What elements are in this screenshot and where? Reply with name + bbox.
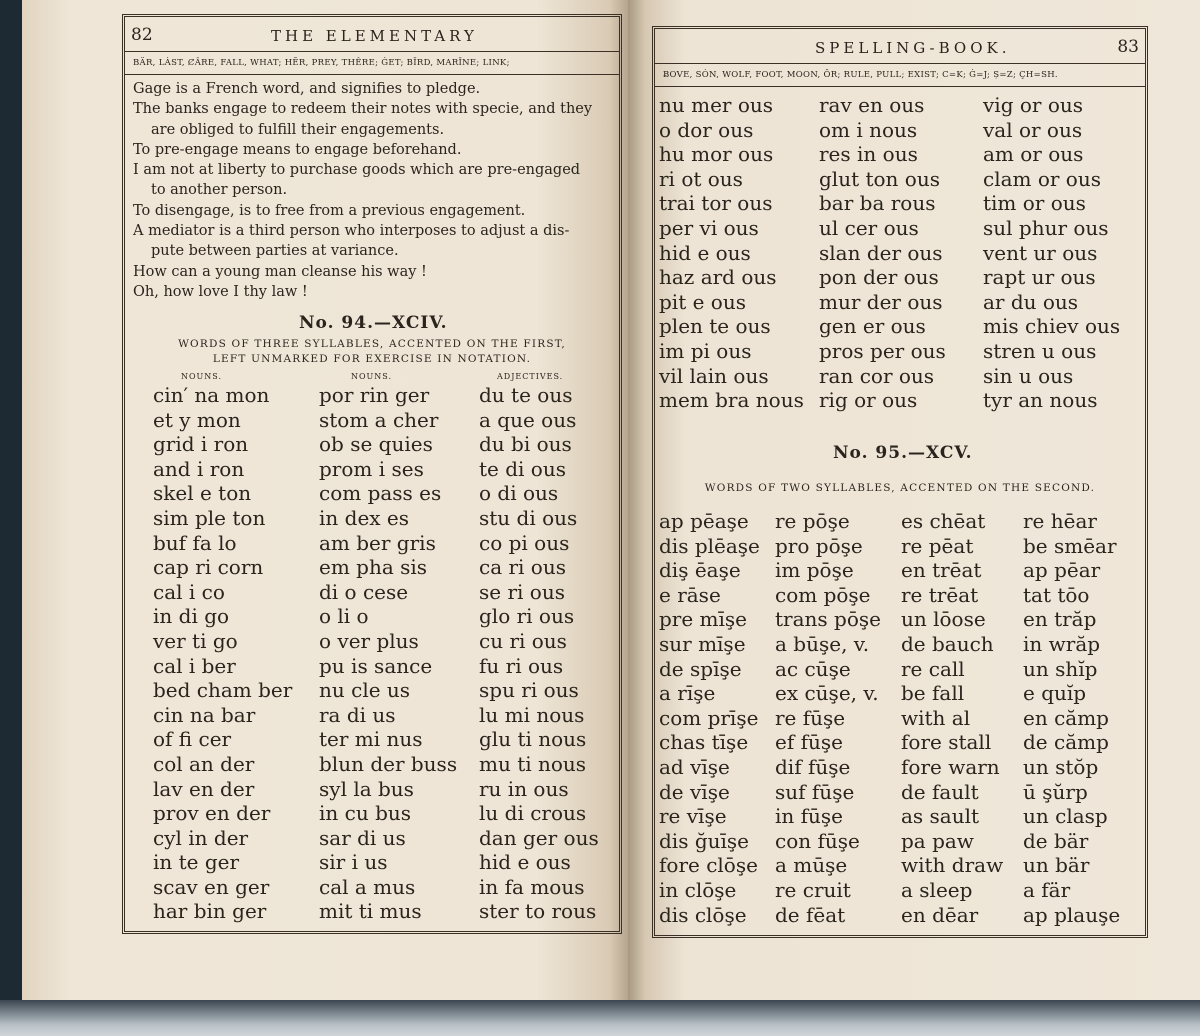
word-entry: ex cūşe, v.	[775, 681, 879, 706]
right-page	[628, 0, 1200, 1000]
word-entry: rapt ur ous	[983, 265, 1096, 290]
word-entry: o ver plus	[319, 628, 419, 653]
word-entry: nu cle us	[319, 678, 411, 703]
word-entry: lu mi nous	[479, 702, 585, 727]
word-entry: en trēat	[901, 558, 982, 583]
word-entry: ef fūşe	[775, 730, 843, 755]
word-column-1	[153, 383, 292, 924]
word-entry: pa paw	[901, 828, 974, 853]
word-entry: cin na bar	[153, 702, 256, 727]
word-entry: rig or ous	[819, 388, 918, 413]
word-entry: chas tīşe	[659, 730, 749, 755]
word-entry: in clōşe	[659, 877, 737, 902]
word-entry: ru in ous	[479, 776, 569, 801]
word-entry: tim or ous	[983, 191, 1086, 216]
word-entry: vil lain ous	[659, 363, 769, 388]
word-entry: syl la bus	[319, 776, 414, 801]
word-entry: with al	[901, 705, 971, 730]
word-entry: in dex es	[319, 505, 410, 530]
word-entry: rav en ous	[819, 93, 925, 117]
word-entry: hu mor ous	[659, 142, 774, 167]
word-entry: co pi ous	[479, 530, 570, 555]
word-entry: mur der ous	[819, 289, 943, 314]
word-entry: sur mīşe	[659, 631, 746, 656]
word-entry: a rīşe	[659, 681, 716, 706]
word-entry: de fault	[901, 779, 979, 804]
lesson-desc-line-2: LEFT UNMARKED FOR EXERCISE IN NOTATION.	[212, 353, 532, 365]
prose-line: Oh, how love I thy law !	[133, 283, 308, 300]
word-entry: de bauch	[901, 631, 994, 656]
word-entry: fore warn	[901, 754, 1000, 779]
word-entry: de bär	[1023, 828, 1089, 853]
word-entry: gen er ous	[819, 314, 926, 339]
word-entry: pit e ous	[659, 289, 746, 314]
word-entry: re pēat	[901, 533, 974, 558]
word-entry: glo ri ous	[479, 604, 575, 629]
word-entry: de fēat	[775, 902, 846, 927]
word-entry: cyl in der	[153, 825, 249, 850]
word-entry: a mūşe	[775, 853, 848, 878]
word-entry: ap pēaşe	[659, 509, 749, 533]
word-entry: in wrăp	[1023, 631, 1101, 656]
word-entry: hid e ous	[659, 240, 751, 265]
word-column-2	[319, 383, 457, 924]
word-entry: ar du ous	[983, 289, 1079, 314]
word-entry: cal i co	[153, 579, 225, 604]
lesson-description-94	[129, 337, 615, 367]
word-entry: cal i ber	[153, 653, 236, 678]
word-entry: et y mon	[153, 407, 241, 432]
word-entry: de vīşe	[659, 779, 730, 804]
word-entry: re cruit	[775, 877, 851, 902]
word-entry: un clasp	[1023, 804, 1108, 829]
word-entry: mit ti mus	[319, 899, 422, 924]
word-entry: prom i ses	[319, 456, 424, 481]
word-entry: plen te ous	[659, 314, 771, 339]
word-entry: pu is sance	[319, 653, 433, 678]
word-entry: a fär	[1023, 877, 1071, 902]
word-entry: stom a cher	[319, 407, 439, 432]
word-entry: com prīşe	[659, 705, 759, 730]
word-entry: em pha sis	[319, 555, 428, 580]
word-entry: vig or ous	[983, 93, 1083, 117]
word-entry: sul phur ous	[983, 215, 1109, 240]
word-column-bottom-2	[775, 509, 881, 927]
column-heading-2: NOUNS.	[351, 372, 393, 381]
word-entry: di o cese	[319, 579, 409, 604]
word-entry: mem bra nous	[659, 388, 804, 413]
word-entry: pon der ous	[819, 265, 939, 290]
word-entry: slan der ous	[819, 240, 943, 265]
word-entry: with draw	[901, 853, 1004, 878]
word-entry: glut ton ous	[819, 166, 940, 191]
word-entry: dan ger ous	[479, 825, 599, 850]
word-entry: re hēar	[1023, 509, 1097, 533]
word-entry: trans pōşe	[775, 607, 881, 632]
pronunciation-key-right: ɃOVE, SȮN, WOLF, FOOT, MOON, ÔR; RULE, PULL; EXIST; C=K; Ġ=J; Ș=Z; ÇH=SH.	[655, 64, 1145, 87]
word-entry: e quĭp	[1023, 681, 1087, 706]
word-entry: re fūşe	[775, 705, 846, 730]
word-entry: mu ti nous	[479, 751, 587, 776]
word-entry: per vi ous	[659, 215, 759, 240]
page-number-left: 82	[131, 25, 153, 45]
word-entry: en dēar	[901, 902, 979, 927]
word-entry: re trēat	[901, 582, 979, 607]
column-heading-1: NOUNS.	[181, 372, 223, 381]
word-entry: por rin ger	[319, 383, 430, 407]
prose-line: To disengage, is to free from a previous engagement.	[133, 202, 526, 219]
word-entry: spu ri ous	[479, 678, 579, 703]
word-entry: am or ous	[983, 142, 1084, 167]
word-entry: blun der buss	[319, 751, 458, 776]
word-entry: com pōşe	[775, 582, 871, 607]
pronunciation-key-left: BÄR, LȦST, ȻÂRE, FALL, WHAT; HẼR, PREY, THÊRE; ĠET; BĪRD, MARĪNE; LINK;	[125, 52, 619, 75]
word-entry: sar di us	[319, 825, 406, 850]
word-entry: haz ard ous	[659, 265, 777, 290]
word-entry: ū şŭrp	[1023, 779, 1088, 804]
word-entry: o di ous	[479, 481, 559, 506]
prose-line: to another person.	[151, 182, 288, 199]
word-entry: be smēar	[1023, 533, 1117, 558]
word-entry: bar ba rous	[819, 191, 936, 216]
word-entry: im pi ous	[659, 338, 752, 363]
word-entry: cap ri corn	[153, 555, 264, 580]
word-entry: dis plēaşe	[659, 533, 760, 558]
word-entry: buf fa lo	[153, 530, 237, 555]
word-entry: sir i us	[319, 850, 388, 875]
word-entry: te di ous	[479, 456, 566, 481]
word-column-bottom-3	[901, 509, 1003, 927]
prose-line: pute between parties at variance.	[151, 243, 399, 260]
word-entry: glu ti nous	[479, 727, 587, 752]
word-entry: clam or ous	[983, 166, 1101, 191]
word-entry: en trăp	[1023, 607, 1097, 632]
word-entry: ri ot ous	[659, 166, 743, 191]
word-entry: ac cūşe	[775, 656, 851, 681]
word-entry: diş ēaşe	[659, 558, 741, 583]
word-column-top-3	[983, 93, 1120, 413]
right-page-frame	[652, 26, 1148, 938]
word-entry: re call	[901, 656, 965, 681]
word-entry: a que ous	[479, 407, 577, 432]
word-entry: stu di ous	[479, 505, 578, 530]
word-entry: ap pēar	[1023, 558, 1101, 583]
prose-line: are obliged to fulfill their engagements.	[151, 121, 445, 138]
word-entry: ver ti go	[153, 628, 238, 653]
word-entry: dis ğuīşe	[659, 828, 749, 853]
word-entry: stren u ous	[983, 338, 1097, 363]
word-entry: en cămp	[1023, 705, 1109, 730]
word-entry: be fall	[901, 681, 965, 706]
word-entry: sim ple ton	[153, 505, 266, 530]
word-entry: tat tōo	[1023, 582, 1090, 607]
word-entry: cu ri ous	[479, 628, 567, 653]
word-entry: o dor ous	[659, 117, 754, 142]
word-column-3	[479, 383, 599, 924]
word-entry: am ber gris	[319, 530, 436, 555]
word-entry: mis chiev ous	[983, 314, 1121, 339]
word-entry: and i ron	[153, 456, 245, 481]
word-entry: vent ur ous	[983, 240, 1098, 265]
word-entry: trai tor ous	[659, 191, 773, 216]
lesson-number-95: No. 95.—XCV.	[833, 443, 973, 463]
word-column-bottom-4	[1023, 509, 1120, 927]
word-entry: of fi cer	[153, 727, 232, 752]
word-entry: tyr an nous	[983, 388, 1098, 413]
word-column-bottom-1	[659, 509, 760, 927]
word-entry: e rāse	[659, 582, 721, 607]
left-page	[22, 0, 628, 1000]
word-entry: de cămp	[1023, 730, 1109, 755]
word-entry: sin u ous	[983, 363, 1074, 388]
word-entry: pro pōşe	[775, 533, 863, 558]
word-entry: a sleep	[901, 877, 973, 902]
word-entry: o li o	[319, 604, 369, 629]
table-surface	[0, 1000, 1200, 1036]
word-entry: ter mi nus	[319, 727, 423, 752]
word-entry: cin′ na mon	[153, 383, 270, 407]
word-entry: pros per ous	[819, 338, 946, 363]
word-entry: ad vīşe	[659, 754, 730, 779]
running-title-right: SPELLING-BOOK.	[815, 39, 1011, 57]
word-entry: ob se quies	[319, 432, 433, 457]
word-entry: skel e ton	[153, 481, 252, 506]
prose-line: I am not at liberty to purchase goods which are pre-engaged	[133, 162, 581, 179]
word-entry: es chēat	[901, 509, 986, 533]
word-entry: un bär	[1023, 853, 1090, 878]
word-entry: ster to rous	[479, 899, 597, 924]
word-entry: se ri ous	[479, 579, 565, 604]
word-entry: im pōşe	[775, 558, 854, 583]
prose-line: Gage is a French word, and signifies to pledge.	[133, 81, 481, 97]
word-entry: in fa mous	[479, 874, 585, 899]
word-entry: fore clōşe	[659, 853, 758, 878]
word-entry: ra di us	[319, 702, 396, 727]
word-entry: as sault	[901, 804, 980, 829]
word-entry: suf fūşe	[775, 779, 855, 804]
word-entry: hid e ous	[479, 850, 571, 875]
word-entry: fore stall	[901, 730, 992, 755]
lesson-number-94: No. 94.—XCIV.	[299, 313, 448, 333]
word-entry: om i nous	[819, 117, 918, 142]
word-entry: har bin ger	[153, 899, 267, 924]
word-entry: ul cer ous	[819, 215, 919, 240]
word-column-top-1	[659, 93, 804, 413]
left-page-frame	[122, 14, 622, 934]
word-entry: grid i ron	[153, 432, 249, 457]
word-entry: con fūşe	[775, 828, 860, 853]
word-entry: nu mer ous	[659, 93, 774, 117]
prose-line: A mediator is a third person who interposes to adjust a dis-	[133, 223, 570, 240]
prose-block	[133, 79, 615, 302]
word-entry: dif fūşe	[775, 754, 851, 779]
word-entry: in te ger	[153, 850, 240, 875]
word-entry: du bi ous	[479, 432, 572, 457]
word-entry: dis clōşe	[659, 902, 747, 927]
word-entry: pre mīşe	[659, 607, 748, 632]
word-entry: col an der	[153, 751, 255, 776]
word-entry: com pass es	[319, 481, 442, 506]
word-entry: val or ous	[983, 117, 1083, 142]
word-entry: ca ri ous	[479, 555, 566, 580]
word-column-top-2	[819, 93, 946, 413]
word-entry: lu di crous	[479, 801, 587, 826]
lesson-description-95: WORDS OF TWO SYLLABLES, ACCENTED ON THE SECOND.	[704, 482, 1096, 494]
word-entry: ap plauşe	[1023, 902, 1121, 927]
word-entry: in fūşe	[775, 804, 844, 829]
word-entry: un shĭp	[1023, 656, 1098, 681]
word-entry: lav en der	[153, 776, 255, 801]
word-entry: cal a mus	[319, 874, 416, 899]
word-entry: in cu bus	[319, 801, 412, 826]
prose-line: How can a young man cleanse his way !	[133, 263, 427, 280]
word-entry: fu ri ous	[479, 653, 564, 678]
word-entry: re pōşe	[775, 509, 850, 533]
prose-line: To pre-engage means to engage beforehand.	[133, 141, 462, 158]
lesson-desc-line-1: WORDS OF THREE SYLLABLES, ACCENTED ON THE FIRST,	[178, 338, 566, 350]
right-running-head	[655, 29, 1145, 64]
column-heading-3: ADJECTIVES.	[497, 372, 564, 381]
word-entry: bed cham ber	[153, 678, 293, 703]
left-running-head	[125, 17, 619, 52]
word-entry: de spīşe	[659, 656, 742, 681]
word-entry: un lōose	[901, 607, 986, 632]
page-number-right: 83	[1117, 37, 1139, 57]
word-entry: in di go	[153, 604, 230, 629]
word-entry: scav en ger	[153, 874, 270, 899]
word-entry: res in ous	[819, 142, 918, 167]
word-entry: prov en der	[153, 801, 271, 826]
prose-line: The banks engage to redeem their notes with specie, and they	[133, 101, 593, 118]
word-entry: a būşe, v.	[775, 631, 870, 656]
running-title-left: THE ELEMENTARY	[271, 27, 478, 45]
word-entry: un stŏp	[1023, 754, 1099, 779]
word-entry: ran cor ous	[819, 363, 935, 388]
word-entry: du te ous	[479, 383, 573, 407]
word-entry: re vīşe	[659, 804, 727, 829]
